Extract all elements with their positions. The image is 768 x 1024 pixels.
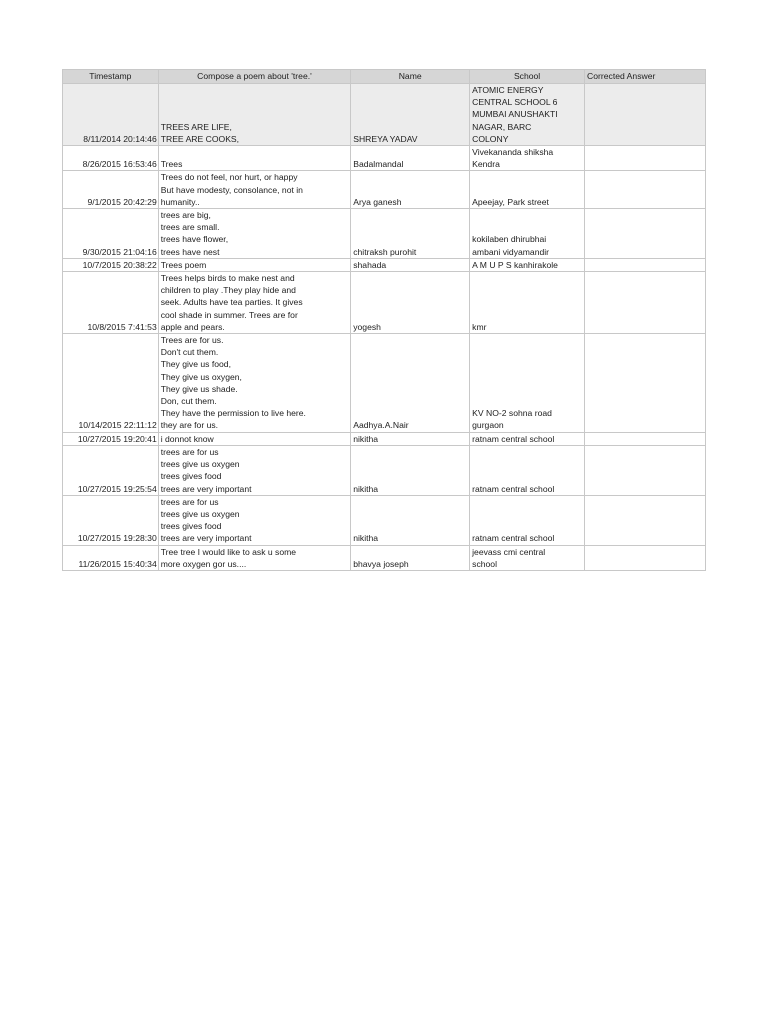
cell-timestamp: 10/8/2015 7:41:53 bbox=[63, 272, 159, 334]
cell-poem: Trees poem bbox=[158, 258, 350, 271]
cell-timestamp: 10/27/2015 19:20:41 bbox=[63, 432, 159, 445]
cell-school: ratnam central school bbox=[470, 495, 585, 545]
cell-poem: TREES ARE LIFE, TREE ARE COOKS, bbox=[158, 84, 350, 146]
cell-name: nikitha bbox=[351, 495, 470, 545]
cell-poem: trees are big, trees are small. trees have flower, trees have nest bbox=[158, 209, 350, 259]
cell-name: Arya ganesh bbox=[351, 171, 470, 209]
header-timestamp: Timestamp bbox=[63, 70, 159, 84]
table-row bbox=[63, 445, 706, 495]
table-row bbox=[63, 209, 706, 259]
cell-school: ratnam central school bbox=[470, 445, 585, 495]
cell-poem: Trees are for us. Don't cut them. They give us food, They give us oxygen, They give us shade. Don, cut them. They have the permission to live here. they are for us. bbox=[158, 334, 350, 433]
cell-name: nikitha bbox=[351, 432, 470, 445]
table-row bbox=[63, 272, 706, 334]
cell-timestamp: 9/1/2015 20:42:29 bbox=[63, 171, 159, 209]
cell-timestamp: 10/14/2015 22:11:12 bbox=[63, 334, 159, 433]
cell-corrected-answer bbox=[585, 432, 706, 445]
responses-table bbox=[62, 69, 706, 571]
cell-school: A M U P S kanhirakole bbox=[470, 258, 585, 271]
cell-poem: Trees do not feel, nor hurt, or happy But have modesty, consolance, not in humanity.. bbox=[158, 171, 350, 209]
cell-timestamp: 10/27/2015 19:25:54 bbox=[63, 445, 159, 495]
cell-poem: Tree tree I would like to ask u some more oxygen gor us.... bbox=[158, 545, 350, 570]
cell-corrected-answer bbox=[585, 495, 706, 545]
cell-school: KV NO-2 sohna road gurgaon bbox=[470, 334, 585, 433]
cell-timestamp: 10/7/2015 20:38:22 bbox=[63, 258, 159, 271]
cell-timestamp: 8/11/2014 20:14:46 bbox=[63, 84, 159, 146]
cell-poem: Trees helps birds to make nest and children to play .They play hide and seek. Adults have tea parties. It gives cool shade in summer. Trees are for apple and pears. bbox=[158, 272, 350, 334]
table-row bbox=[63, 334, 706, 433]
cell-timestamp: 8/26/2015 16:53:46 bbox=[63, 146, 159, 171]
cell-poem: trees are for us trees give us oxygen trees gives food trees are very important bbox=[158, 495, 350, 545]
header-poem: Compose a poem about 'tree.' bbox=[158, 70, 350, 84]
cell-school: Vivekananda shiksha Kendra bbox=[470, 146, 585, 171]
header-name: Name bbox=[351, 70, 470, 84]
cell-poem: Trees bbox=[158, 146, 350, 171]
cell-corrected-answer bbox=[585, 334, 706, 433]
cell-name: Badalmandal bbox=[351, 146, 470, 171]
header-school: School bbox=[470, 70, 585, 84]
cell-name: nikitha bbox=[351, 445, 470, 495]
cell-timestamp: 10/27/2015 19:28:30 bbox=[63, 495, 159, 545]
cell-name: Aadhya.A.Nair bbox=[351, 334, 470, 433]
cell-corrected-answer bbox=[585, 84, 706, 146]
cell-corrected-answer bbox=[585, 209, 706, 259]
cell-name: yogesh bbox=[351, 272, 470, 334]
cell-name: SHREYA YADAV bbox=[351, 84, 470, 146]
table-row bbox=[63, 84, 706, 146]
cell-school: Apeejay, Park street bbox=[470, 171, 585, 209]
cell-poem: i donnot know bbox=[158, 432, 350, 445]
cell-corrected-answer bbox=[585, 258, 706, 271]
cell-timestamp: 9/30/2015 21:04:16 bbox=[63, 209, 159, 259]
table-row bbox=[63, 171, 706, 209]
table-row bbox=[63, 545, 706, 570]
cell-corrected-answer bbox=[585, 445, 706, 495]
cell-corrected-answer bbox=[585, 272, 706, 334]
cell-name: bhavya joseph bbox=[351, 545, 470, 570]
cell-school: kokilaben dhirubhai ambani vidyamandir bbox=[470, 209, 585, 259]
table-row bbox=[63, 432, 706, 445]
cell-name: chitraksh purohit bbox=[351, 209, 470, 259]
cell-corrected-answer bbox=[585, 545, 706, 570]
cell-corrected-answer bbox=[585, 146, 706, 171]
table-row bbox=[63, 258, 706, 271]
cell-poem: trees are for us trees give us oxygen trees gives food trees are very important bbox=[158, 445, 350, 495]
cell-school: kmr bbox=[470, 272, 585, 334]
cell-timestamp: 11/26/2015 15:40:34 bbox=[63, 545, 159, 570]
table-row bbox=[63, 495, 706, 545]
header-corrected-answer: Corrected Answer bbox=[585, 70, 706, 84]
cell-school: ATOMIC ENERGY CENTRAL SCHOOL 6 MUMBAI ANUSHAKTI NAGAR, BARC COLONY bbox=[470, 84, 585, 146]
cell-name: shahada bbox=[351, 258, 470, 271]
cell-corrected-answer bbox=[585, 171, 706, 209]
cell-school: jeevass cmi central school bbox=[470, 545, 585, 570]
cell-school: ratnam central school bbox=[470, 432, 585, 445]
header-row bbox=[63, 70, 706, 84]
table-row bbox=[63, 146, 706, 171]
